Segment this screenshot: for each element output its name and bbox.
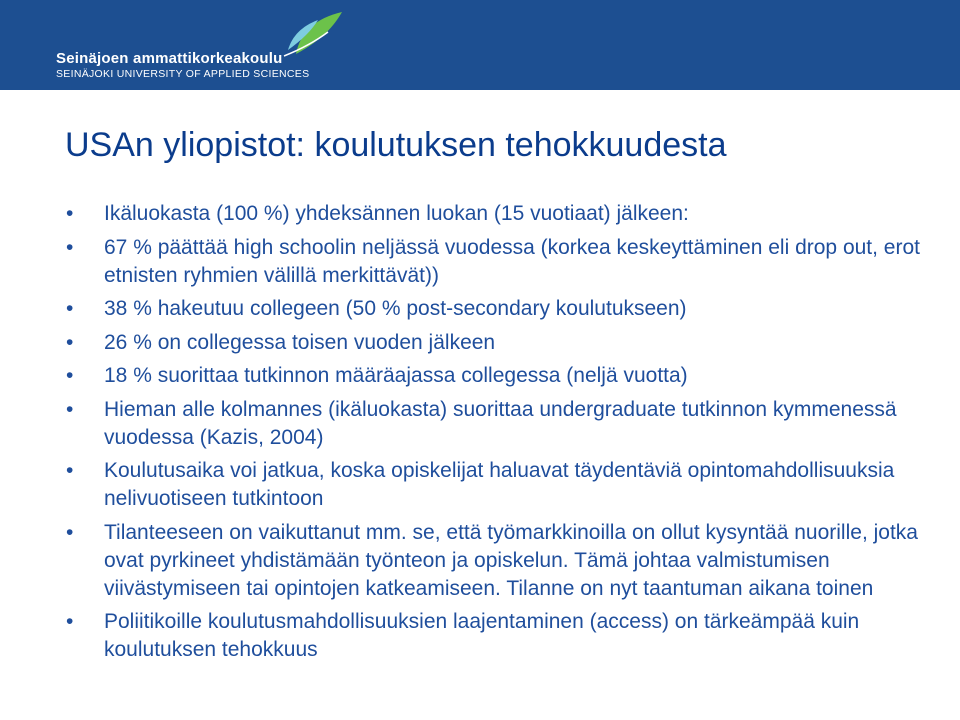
bullet-text: Koulutusaika voi jatkua, koska opiskelijat haluavat täydentäviä opintomahdollisuuksia nelivuotiseen tutkintoon: [104, 459, 895, 510]
bullet-item: [66, 362, 926, 390]
bullet-item: [66, 234, 926, 290]
bullet-dot-icon: •: [66, 202, 74, 225]
bullet-item: [66, 200, 926, 228]
bullet-dot-icon: •: [66, 297, 74, 320]
bullet-list: [66, 200, 926, 670]
bullet-item: [66, 457, 926, 513]
bullet-dot-icon: •: [66, 397, 74, 421]
bullet-item: [66, 396, 926, 452]
leaf-logo-icon: [282, 10, 346, 58]
header-banner: [0, 0, 960, 90]
bullet-dot-icon: •: [66, 459, 74, 482]
bullet-text: Poliitikoille koulutusmahdollisuuksien laajentaminen (access) on tärkeämpää kuin koulutuksen tehokkuus: [104, 610, 860, 661]
bullet-text: 26 % on collegessa toisen vuoden jälkeen: [104, 330, 496, 354]
bullet-dot-icon: •: [66, 330, 74, 354]
bullet-item: [66, 608, 926, 664]
bullet-text: 38 % hakeutuu collegeen (50 % post-secondary koulutukseen): [104, 297, 687, 320]
bullet-text: Hieman alle kolmannes (ikäluokasta) suorittaa undergraduate tutkinnon kymmenessä vuodessa (Kazis, 2004): [104, 397, 897, 449]
university-logo[interactable]: [56, 10, 356, 84]
bullet-text: Ikäluokasta (100 %) yhdeksännen luokan (15 vuotiaat) jälkeen:: [104, 202, 689, 225]
bullet-item: [66, 329, 926, 357]
bullet-dot-icon: •: [66, 235, 74, 259]
bullet-dot-icon: •: [66, 610, 74, 633]
bullet-item: [66, 295, 926, 323]
slide-title: USAn yliopistot: koulutuksen tehokkuudesta: [65, 126, 727, 164]
bullet-dot-icon: •: [66, 520, 74, 544]
bullet-text: 18 % suorittaa tutkinnon määräajassa collegessa (neljä vuotta): [104, 364, 688, 387]
logo-subtitle: SEINÄJOKI UNIVERSITY OF APPLIED SCIENCES: [56, 68, 310, 80]
bullet-text: 67 % päättää high schoolin neljässä vuodessa (korkea keskeyttäminen eli drop out, erot etnisten ryhmien välillä merkittävät)): [104, 235, 920, 287]
bullet-dot-icon: •: [66, 364, 74, 387]
bullet-item: [66, 519, 926, 603]
logo-name: Seinäjoen ammattikorkeakoulu: [56, 50, 283, 67]
bullet-text: Tilanteeseen on vaikuttanut mm. se, että työmarkkinoilla on ollut kysyntää nuorille, jotka ovat pyrkineet yhdistämään työnteon ja opiskelun. Tämä johtaa valmistumisen viivästymiseen tai opintojen katkeamiseen. Tilanne on nyt taantuman aikana toinen: [104, 520, 918, 600]
